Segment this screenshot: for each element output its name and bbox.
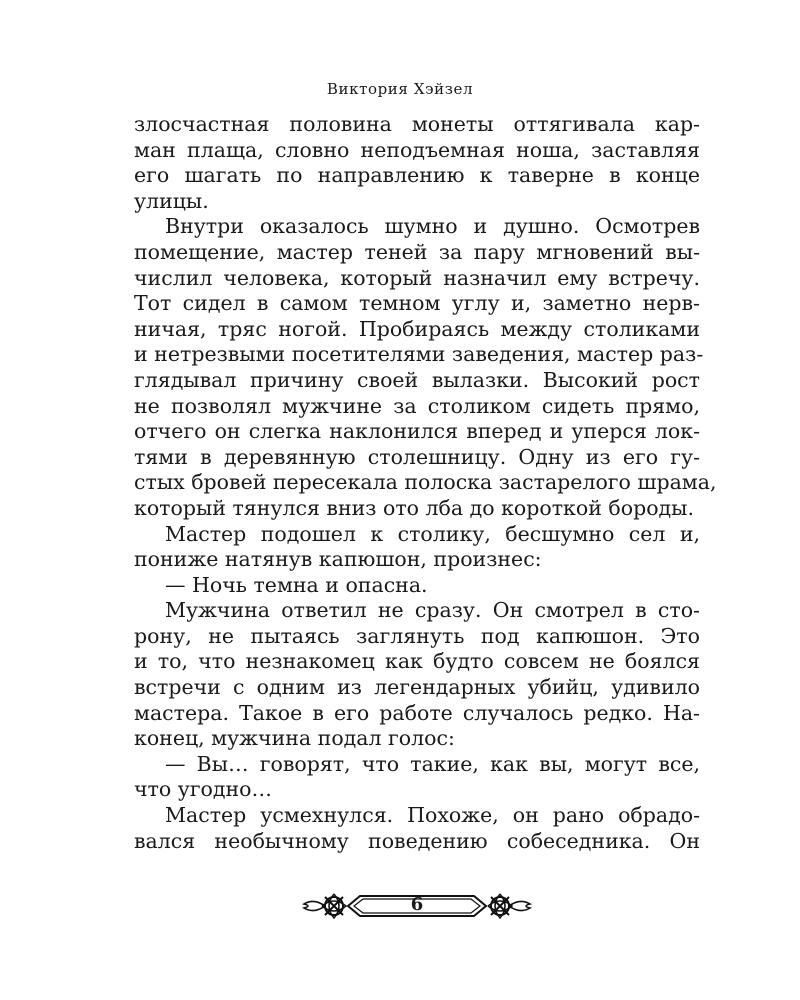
text-line: рону, не пытаясь заглянуть под капюшон. Это — [134, 623, 700, 648]
body-text — [134, 112, 717, 854]
running-head: Виктория Хэйзел — [326, 80, 474, 98]
text-line: его шагать по направлению к таверне в конце — [134, 163, 700, 188]
text-line: отчего он слегка наклонился вперед и уперся лок- — [134, 419, 700, 444]
text-line: злосчастная половина монеты оттягивала кар- — [134, 112, 700, 136]
text-line: ман плаща, словно неподъемная ноша, заставляя — [134, 137, 700, 162]
text-line: встречи с одним из легендарных убийц, удивило — [134, 675, 700, 700]
text-line: который тянулся вниз ото лба до короткой бороды. — [134, 495, 694, 520]
page-folio — [300, 886, 534, 926]
text-line: помещение, мастер теней за пару мгновений вы- — [134, 239, 700, 264]
page-number: 6 — [410, 894, 424, 915]
text-line: стых бровей пересекала полоска застарелого шрама, — [134, 470, 717, 495]
text-line: не позволял мужчине за столиком сидеть прямо, — [134, 393, 700, 418]
text-line: Мужчина ответил не сразу. Он смотрел в сто- — [165, 598, 700, 623]
text-line: и нетрезвыми посетителями заведения, мастер раз- — [134, 342, 704, 367]
text-line: вался необычному поведению собеседника. Он — [134, 828, 700, 853]
text-line: глядывал причину своей вылазки. Высокий рост — [134, 367, 700, 392]
text-line: Тот сидел в самом темном углу и, заметно нерв- — [134, 291, 700, 316]
text-line: пониже натянув капюшон, произнес: — [134, 547, 542, 572]
text-line: Мастер усмехнулся. Похоже, он рано обрадо- — [165, 803, 700, 828]
text-line: улицы. — [134, 188, 209, 213]
text-line: ничая, тряс ногой. Пробираясь между столиками — [134, 316, 700, 341]
text-line: Внутри оказалось шумно и душно. Осмотрев — [165, 214, 700, 239]
text-line: и то, что незнакомец как будто совсем не боялся — [134, 649, 700, 674]
text-line: мастера. Такое в его работе случалось редко. На- — [134, 700, 700, 725]
text-line: тями в деревянную столешницу. Одну из его гу- — [134, 444, 700, 469]
text-line: что угодно… — [134, 777, 273, 802]
text-line: — Ночь темна и опасна. — [165, 572, 428, 597]
text-line: конец, мужчина подал голос: — [134, 726, 455, 751]
text-line: числил человека, который назначил ему встречу. — [134, 265, 700, 290]
text-line: — Вы… говорят, что такие, как вы, могут все, — [165, 751, 700, 776]
text-line: Мастер подошел к столику, бесшумно сел и, — [165, 521, 700, 546]
